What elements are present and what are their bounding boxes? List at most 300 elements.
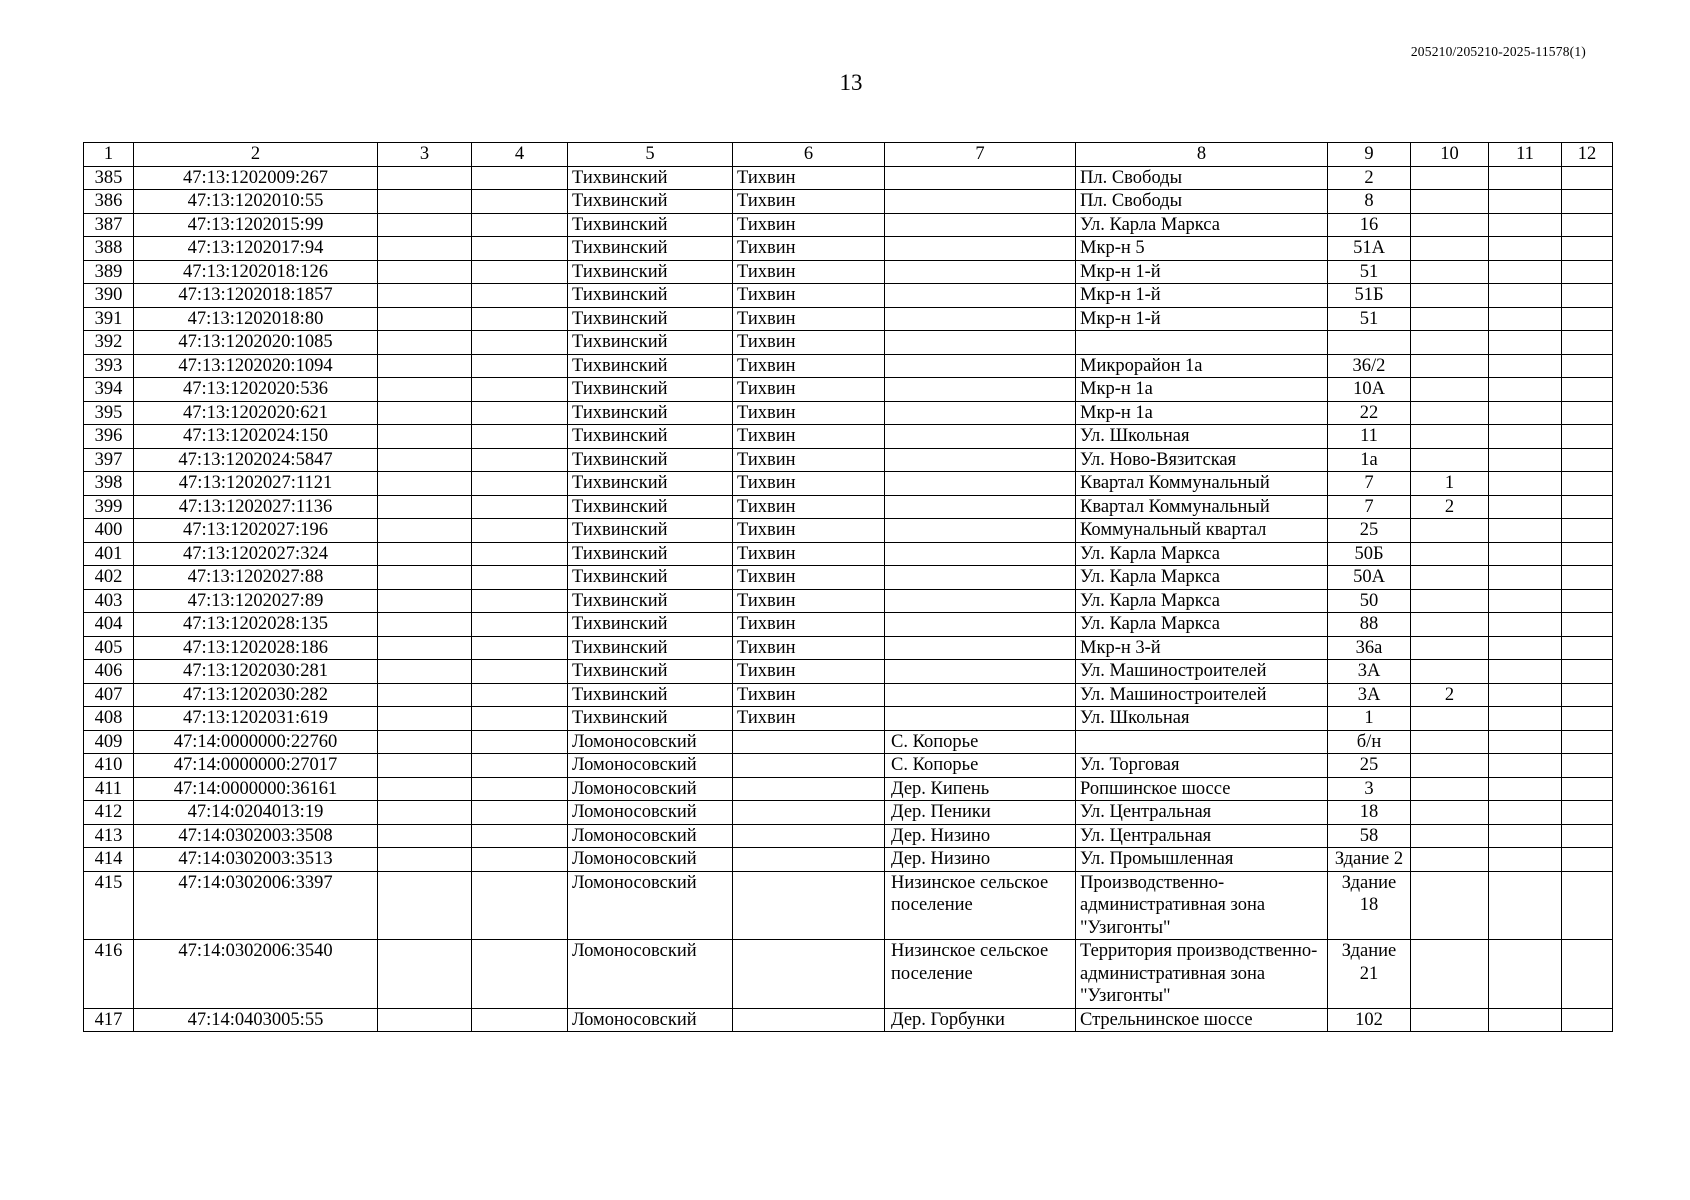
building-number-cell: 3А [1328, 683, 1411, 707]
column-11-cell [1489, 284, 1562, 308]
district-cell: Тихвинский [568, 307, 733, 331]
column-3-cell [378, 824, 472, 848]
column-10-cell [1411, 519, 1489, 543]
row-number: 403 [84, 589, 134, 613]
column-3-cell [378, 683, 472, 707]
column-3-cell [378, 425, 472, 449]
column-10-cell [1411, 378, 1489, 402]
row-number: 401 [84, 542, 134, 566]
settlement-cell [885, 354, 1076, 378]
column-10-cell [1411, 824, 1489, 848]
city-cell: Тихвин [733, 237, 885, 261]
district-cell: Тихвинский [568, 613, 733, 637]
column-12-cell [1562, 848, 1613, 872]
building-number-cell: 51А [1328, 237, 1411, 261]
city-cell [733, 871, 885, 940]
column-10-cell [1411, 331, 1489, 355]
street-cell: Мкр-н 3-й [1076, 636, 1328, 660]
street-cell: Мкр-н 1-й [1076, 260, 1328, 284]
column-12-cell [1562, 940, 1613, 1009]
row-number: 387 [84, 213, 134, 237]
table-row [84, 213, 1613, 237]
column-10-cell [1411, 940, 1489, 1009]
column-4-cell [472, 260, 568, 284]
street-cell: Ул. Карла Маркса [1076, 613, 1328, 637]
building-number-cell: 11 [1328, 425, 1411, 449]
column-4-cell [472, 307, 568, 331]
building-number-cell: 7 [1328, 472, 1411, 496]
district-cell: Ломоносовский [568, 754, 733, 778]
column-10-cell [1411, 589, 1489, 613]
column-11-cell [1489, 331, 1562, 355]
column-3-cell [378, 354, 472, 378]
row-number: 393 [84, 354, 134, 378]
district-cell: Тихвинский [568, 707, 733, 731]
column-4-cell [472, 401, 568, 425]
column-11-cell [1489, 237, 1562, 261]
settlement-cell: С. Копорье [885, 754, 1076, 778]
district-cell: Ломоносовский [568, 730, 733, 754]
column-10-cell: 1 [1411, 472, 1489, 496]
column-3-cell [378, 472, 472, 496]
table-row [84, 260, 1613, 284]
street-cell [1076, 331, 1328, 355]
column-12-cell [1562, 683, 1613, 707]
district-cell: Ломоносовский [568, 824, 733, 848]
column-10-cell [1411, 777, 1489, 801]
row-number: 400 [84, 519, 134, 543]
cadastral-number: 47:13:1202030:281 [134, 660, 378, 684]
building-number-cell: Здание 2 [1328, 848, 1411, 872]
column-10-cell [1411, 707, 1489, 731]
city-cell: Тихвин [733, 707, 885, 731]
cadastral-number: 47:14:0302003:3513 [134, 848, 378, 872]
column-10-cell [1411, 848, 1489, 872]
building-number-cell: 102 [1328, 1008, 1411, 1032]
column-12-cell [1562, 401, 1613, 425]
cadastral-number: 47:14:0302003:3508 [134, 824, 378, 848]
column-3-cell [378, 660, 472, 684]
street-cell: Ропшинское шоссе [1076, 777, 1328, 801]
row-number: 417 [84, 1008, 134, 1032]
district-cell: Тихвинский [568, 636, 733, 660]
column-4-cell [472, 848, 568, 872]
page-number: 13 [839, 70, 863, 95]
cadastral-number: 47:13:1202027:196 [134, 519, 378, 543]
district-cell: Тихвинский [568, 331, 733, 355]
column-10-cell [1411, 542, 1489, 566]
row-number: 398 [84, 472, 134, 496]
building-number-cell: 51Б [1328, 284, 1411, 308]
city-cell: Тихвин [733, 589, 885, 613]
column-12-cell [1562, 566, 1613, 590]
city-cell: Тихвин [733, 660, 885, 684]
table-row [84, 636, 1613, 660]
column-11-cell [1489, 589, 1562, 613]
table-row [84, 495, 1613, 519]
column-12-cell [1562, 707, 1613, 731]
column-10-cell [1411, 801, 1489, 825]
city-cell: Тихвин [733, 472, 885, 496]
column-11-cell [1489, 448, 1562, 472]
settlement-cell [885, 589, 1076, 613]
row-number: 408 [84, 707, 134, 731]
settlement-cell [885, 683, 1076, 707]
street-cell: Мкр-н 5 [1076, 237, 1328, 261]
city-cell: Тихвин [733, 542, 885, 566]
row-number: 392 [84, 331, 134, 355]
column-4-cell [472, 589, 568, 613]
cadastral-number: 47:13:1202010:55 [134, 190, 378, 214]
street-cell: Ул. Школьная [1076, 707, 1328, 731]
settlement-cell: Дер. Горбунки [885, 1008, 1076, 1032]
district-cell: Тихвинский [568, 378, 733, 402]
column-4-cell [472, 190, 568, 214]
row-number: 391 [84, 307, 134, 331]
street-cell: Мкр-н 1-й [1076, 307, 1328, 331]
column-header: 7 [885, 143, 1076, 167]
settlement-cell [885, 448, 1076, 472]
city-cell: Тихвин [733, 401, 885, 425]
settlement-cell [885, 613, 1076, 637]
column-3-cell [378, 636, 472, 660]
column-11-cell [1489, 260, 1562, 284]
district-cell: Ломоносовский [568, 940, 733, 1009]
cadastral-number: 47:14:0302006:3540 [134, 940, 378, 1009]
column-3-cell [378, 777, 472, 801]
cadastral-number: 47:13:1202028:135 [134, 613, 378, 637]
settlement-cell [885, 307, 1076, 331]
city-cell: Тихвин [733, 519, 885, 543]
column-10-cell [1411, 754, 1489, 778]
district-cell: Тихвинский [568, 495, 733, 519]
row-number: 389 [84, 260, 134, 284]
column-12-cell [1562, 378, 1613, 402]
row-number: 404 [84, 613, 134, 637]
column-4-cell [472, 566, 568, 590]
column-header: 5 [568, 143, 733, 167]
building-number-cell: 8 [1328, 190, 1411, 214]
building-number-cell: 3А [1328, 660, 1411, 684]
street-cell: Ул. Промышленная [1076, 848, 1328, 872]
cadastral-number: 47:13:1202020:1085 [134, 331, 378, 355]
column-10-cell [1411, 613, 1489, 637]
column-10-cell [1411, 213, 1489, 237]
table-row [84, 754, 1613, 778]
city-cell [733, 848, 885, 872]
column-11-cell [1489, 472, 1562, 496]
column-3-cell [378, 190, 472, 214]
cadastral-number: 47:13:1202020:536 [134, 378, 378, 402]
street-cell: Ул. Машиностроителей [1076, 683, 1328, 707]
column-4-cell [472, 754, 568, 778]
column-12-cell [1562, 542, 1613, 566]
column-3-cell [378, 707, 472, 731]
building-number-cell: Здание 18 [1328, 871, 1411, 940]
column-10-cell [1411, 401, 1489, 425]
city-cell: Тихвин [733, 284, 885, 308]
district-cell: Тихвинский [568, 166, 733, 190]
district-cell: Тихвинский [568, 683, 733, 707]
column-4-cell [472, 660, 568, 684]
column-3-cell [378, 284, 472, 308]
column-11-cell [1489, 613, 1562, 637]
column-4-cell [472, 331, 568, 355]
column-header: 6 [733, 143, 885, 167]
table-row [84, 707, 1613, 731]
cadastral-number: 47:14:0302006:3397 [134, 871, 378, 940]
column-3-cell [378, 166, 472, 190]
district-cell: Тихвинский [568, 425, 733, 449]
settlement-cell [885, 237, 1076, 261]
column-11-cell [1489, 871, 1562, 940]
building-number-cell: 25 [1328, 519, 1411, 543]
city-cell [733, 801, 885, 825]
column-3-cell [378, 519, 472, 543]
city-cell: Тихвин [733, 260, 885, 284]
column-12-cell [1562, 213, 1613, 237]
column-12-cell [1562, 824, 1613, 848]
column-11-cell [1489, 636, 1562, 660]
column-3-cell [378, 589, 472, 613]
settlement-cell [885, 213, 1076, 237]
column-12-cell [1562, 472, 1613, 496]
column-10-cell: 2 [1411, 495, 1489, 519]
city-cell: Тихвин [733, 354, 885, 378]
street-cell: Мкр-н 1-й [1076, 284, 1328, 308]
row-number: 405 [84, 636, 134, 660]
column-header: 4 [472, 143, 568, 167]
column-11-cell [1489, 166, 1562, 190]
building-number-cell: 18 [1328, 801, 1411, 825]
column-10-cell: 2 [1411, 683, 1489, 707]
row-number: 397 [84, 448, 134, 472]
column-12-cell [1562, 237, 1613, 261]
column-10-cell [1411, 166, 1489, 190]
column-11-cell [1489, 542, 1562, 566]
cadastral-number: 47:13:1202015:99 [134, 213, 378, 237]
city-cell: Тихвин [733, 613, 885, 637]
cadastral-number: 47:13:1202024:150 [134, 425, 378, 449]
column-11-cell [1489, 519, 1562, 543]
district-cell: Тихвинский [568, 472, 733, 496]
district-cell: Тихвинский [568, 190, 733, 214]
city-cell: Тихвин [733, 448, 885, 472]
row-number: 416 [84, 940, 134, 1009]
column-10-cell [1411, 237, 1489, 261]
row-number: 406 [84, 660, 134, 684]
table-row [84, 613, 1613, 637]
column-3-cell [378, 307, 472, 331]
cadastral-number: 47:13:1202024:5847 [134, 448, 378, 472]
cadastral-number: 47:14:0000000:22760 [134, 730, 378, 754]
building-number-cell: 1 [1328, 707, 1411, 731]
settlement-cell: Низинское сельское поселение [885, 940, 1076, 1009]
column-12-cell [1562, 166, 1613, 190]
column-10-cell [1411, 566, 1489, 590]
column-4-cell [472, 683, 568, 707]
column-3-cell [378, 730, 472, 754]
column-4-cell [472, 425, 568, 449]
column-10-cell [1411, 660, 1489, 684]
column-11-cell [1489, 754, 1562, 778]
district-cell: Ломоносовский [568, 871, 733, 940]
street-cell: Ул. Машиностроителей [1076, 660, 1328, 684]
column-11-cell [1489, 660, 1562, 684]
row-number: 399 [84, 495, 134, 519]
street-cell: Ул. Карла Маркса [1076, 566, 1328, 590]
district-cell: Тихвинский [568, 542, 733, 566]
table-row [84, 824, 1613, 848]
column-4-cell [472, 777, 568, 801]
column-4-cell [472, 1008, 568, 1032]
column-4-cell [472, 940, 568, 1009]
settlement-cell [885, 566, 1076, 590]
cadastral-number: 47:13:1202020:621 [134, 401, 378, 425]
column-11-cell [1489, 940, 1562, 1009]
building-number-cell: 25 [1328, 754, 1411, 778]
row-number: 411 [84, 777, 134, 801]
row-number: 414 [84, 848, 134, 872]
column-header: 9 [1328, 143, 1411, 167]
column-4-cell [472, 237, 568, 261]
district-cell: Тихвинский [568, 589, 733, 613]
city-cell: Тихвин [733, 331, 885, 355]
street-cell: Пл. Свободы [1076, 190, 1328, 214]
column-11-cell [1489, 824, 1562, 848]
building-number-cell: Здание 21 [1328, 940, 1411, 1009]
column-header: 1 [84, 143, 134, 167]
column-3-cell [378, 260, 472, 284]
table-row [84, 425, 1613, 449]
street-cell: Ул. Карла Маркса [1076, 213, 1328, 237]
city-cell [733, 1008, 885, 1032]
building-number-cell: 88 [1328, 613, 1411, 637]
column-12-cell [1562, 613, 1613, 637]
settlement-cell: Низинское сельское поселение [885, 871, 1076, 940]
settlement-cell [885, 284, 1076, 308]
building-number-cell [1328, 331, 1411, 355]
building-number-cell: 50Б [1328, 542, 1411, 566]
settlement-cell [885, 190, 1076, 214]
table-row [84, 519, 1613, 543]
street-cell: Ул. Центральная [1076, 824, 1328, 848]
column-10-cell [1411, 354, 1489, 378]
cadastral-number: 47:14:0403005:55 [134, 1008, 378, 1032]
column-3-cell [378, 378, 472, 402]
column-header: 10 [1411, 143, 1489, 167]
column-10-cell [1411, 190, 1489, 214]
column-10-cell [1411, 448, 1489, 472]
column-11-cell [1489, 566, 1562, 590]
column-4-cell [472, 284, 568, 308]
row-number: 415 [84, 871, 134, 940]
column-4-cell [472, 495, 568, 519]
cadastral-number: 47:13:1202017:94 [134, 237, 378, 261]
column-12-cell [1562, 754, 1613, 778]
column-12-cell [1562, 871, 1613, 940]
settlement-cell [885, 519, 1076, 543]
settlement-cell: Дер. Низино [885, 824, 1076, 848]
table-row [84, 472, 1613, 496]
table-row [84, 542, 1613, 566]
column-4-cell [472, 707, 568, 731]
column-12-cell [1562, 660, 1613, 684]
row-number: 407 [84, 683, 134, 707]
column-3-cell [378, 448, 472, 472]
column-11-cell [1489, 425, 1562, 449]
city-cell: Тихвин [733, 683, 885, 707]
district-cell: Тихвинский [568, 448, 733, 472]
column-12-cell [1562, 495, 1613, 519]
cadastral-number: 47:13:1202027:324 [134, 542, 378, 566]
settlement-cell [885, 636, 1076, 660]
column-4-cell [472, 801, 568, 825]
city-cell: Тихвин [733, 495, 885, 519]
column-3-cell [378, 566, 472, 590]
cadastral-number: 47:13:1202027:88 [134, 566, 378, 590]
street-cell: Пл. Свободы [1076, 166, 1328, 190]
city-cell: Тихвин [733, 166, 885, 190]
street-cell: Стрельнинское шоссе [1076, 1008, 1328, 1032]
column-3-cell [378, 754, 472, 778]
city-cell: Тихвин [733, 307, 885, 331]
table-row [84, 284, 1613, 308]
row-number: 385 [84, 166, 134, 190]
column-4-cell [472, 448, 568, 472]
table-row [84, 940, 1613, 1009]
column-3-cell [378, 1008, 472, 1032]
cadastral-number: 47:14:0204013:19 [134, 801, 378, 825]
building-number-cell: 50 [1328, 589, 1411, 613]
settlement-cell [885, 378, 1076, 402]
table-row [84, 401, 1613, 425]
table-row [84, 237, 1613, 261]
settlement-cell [885, 166, 1076, 190]
cadastral-number: 47:13:1202028:186 [134, 636, 378, 660]
building-number-cell: 51 [1328, 260, 1411, 284]
street-cell: Мкр-н 1а [1076, 378, 1328, 402]
cadastral-number: 47:13:1202018:80 [134, 307, 378, 331]
table-row [84, 331, 1613, 355]
column-4-cell [472, 636, 568, 660]
column-header: 3 [378, 143, 472, 167]
district-cell: Тихвинский [568, 566, 733, 590]
column-4-cell [472, 613, 568, 637]
table-row [84, 777, 1613, 801]
column-4-cell [472, 354, 568, 378]
column-11-cell [1489, 213, 1562, 237]
column-4-cell [472, 378, 568, 402]
table-body [84, 166, 1613, 1032]
table-row [84, 730, 1613, 754]
column-11-cell [1489, 401, 1562, 425]
column-11-cell [1489, 307, 1562, 331]
column-11-cell [1489, 848, 1562, 872]
column-12-cell [1562, 284, 1613, 308]
column-12-cell [1562, 425, 1613, 449]
column-3-cell [378, 237, 472, 261]
column-11-cell [1489, 801, 1562, 825]
column-header: 11 [1489, 143, 1562, 167]
row-number: 413 [84, 824, 134, 848]
settlement-cell: Дер. Низино [885, 848, 1076, 872]
settlement-cell [885, 660, 1076, 684]
column-12-cell [1562, 307, 1613, 331]
column-12-cell [1562, 519, 1613, 543]
building-number-cell: 22 [1328, 401, 1411, 425]
cadastral-number: 47:13:1202030:282 [134, 683, 378, 707]
